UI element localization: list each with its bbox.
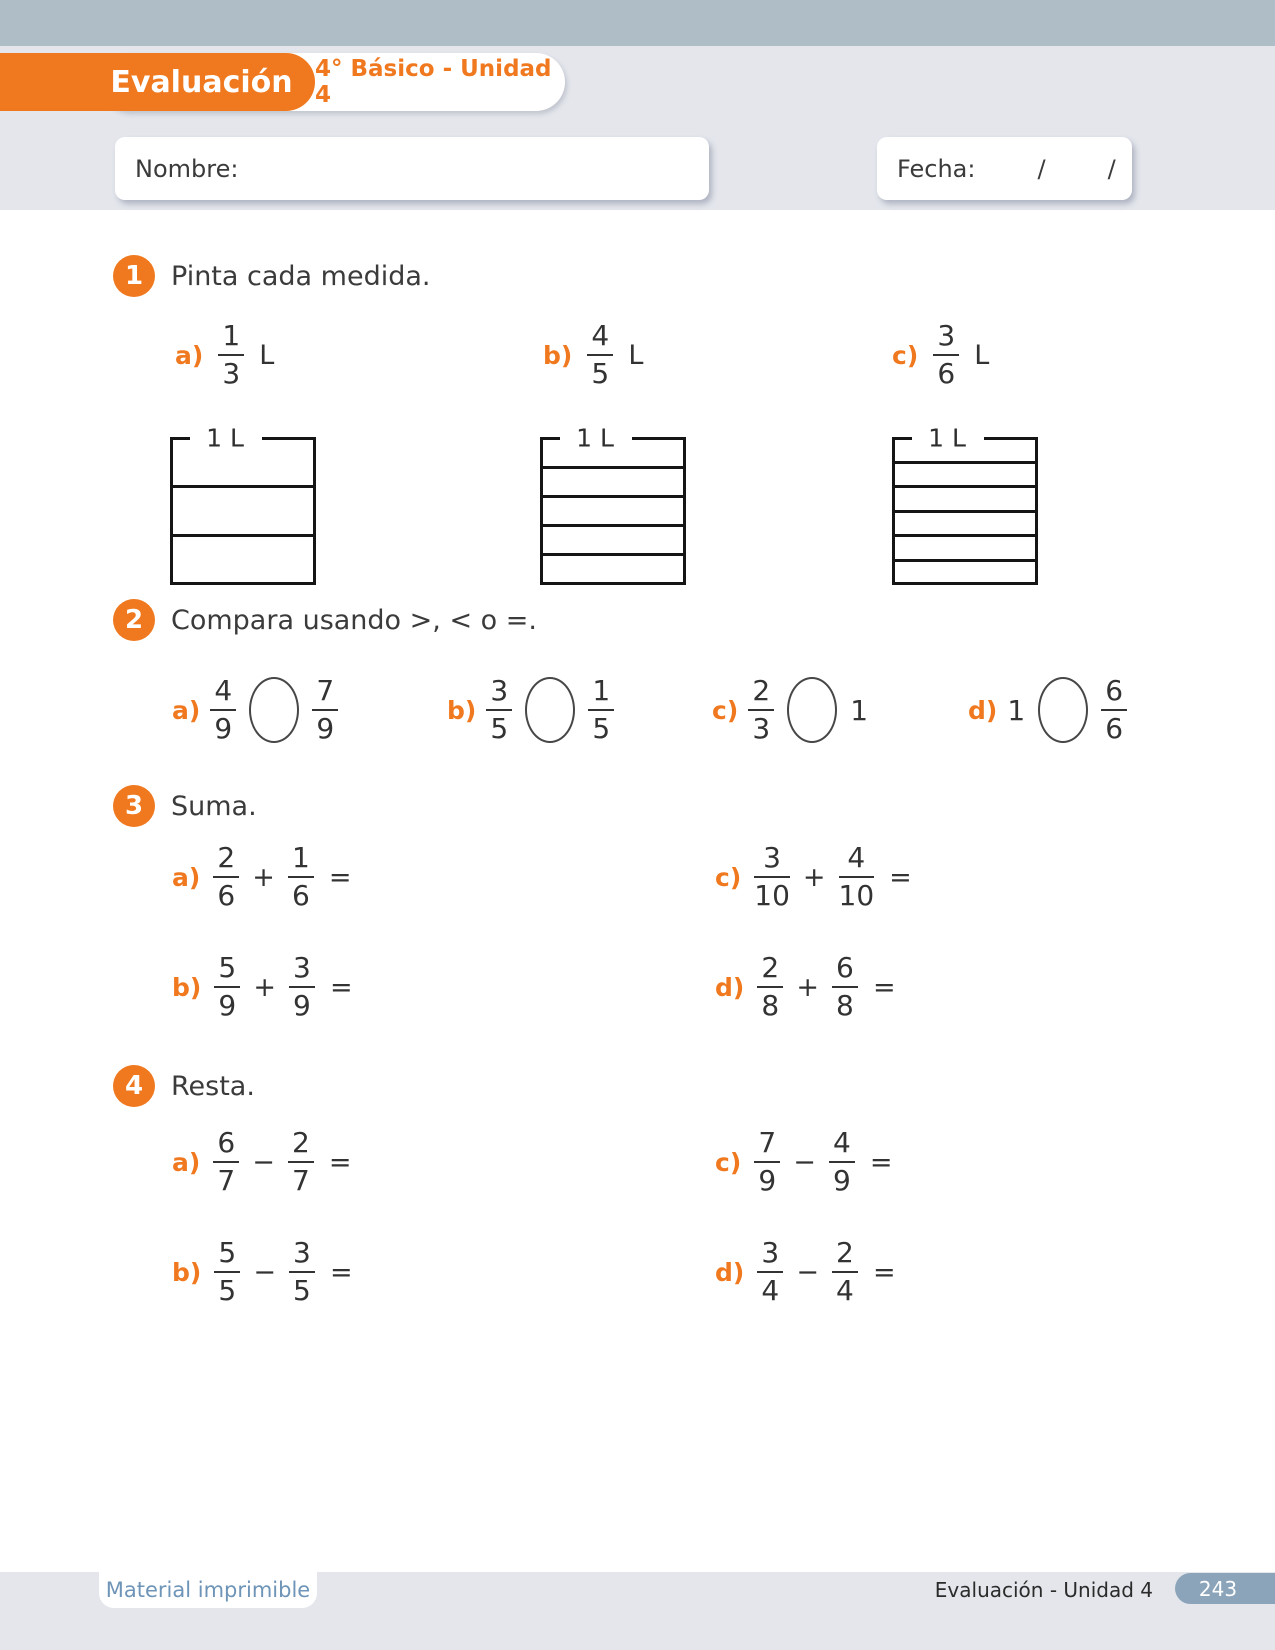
fraction-bar bbox=[832, 986, 858, 988]
container-division-line bbox=[892, 485, 1038, 488]
fraction bbox=[214, 1236, 240, 1307]
top-strip bbox=[0, 0, 1275, 46]
fraction-numerator: 4 bbox=[591, 319, 610, 352]
exercise-title: Compara usando >, < o =. bbox=[171, 604, 537, 636]
item-label: c) bbox=[715, 862, 742, 892]
whole-number: 1 bbox=[850, 693, 869, 727]
fraction-bar bbox=[832, 1271, 858, 1273]
container-top-line bbox=[632, 437, 686, 440]
container-division-line bbox=[540, 495, 686, 498]
fraction-denominator: 9 bbox=[758, 1164, 777, 1197]
fraction-denominator: 8 bbox=[761, 989, 780, 1022]
fraction-numerator: 4 bbox=[847, 841, 866, 874]
unit-label: L bbox=[628, 339, 644, 371]
date-slash: / bbox=[1107, 154, 1116, 183]
fraction-denominator: 9 bbox=[218, 989, 237, 1022]
sum-item-d bbox=[715, 952, 896, 1022]
minus-operator: − bbox=[253, 1256, 276, 1288]
subtract-item-d bbox=[715, 1237, 896, 1307]
compare-item-b bbox=[447, 675, 614, 745]
unit-subtitle: 4° Básico - Unidad 4 bbox=[315, 56, 552, 108]
fraction-denominator: 4 bbox=[836, 1274, 854, 1307]
fraction bbox=[312, 674, 338, 745]
container-division-line bbox=[540, 524, 686, 527]
fraction-bar bbox=[214, 986, 240, 988]
name-field[interactable] bbox=[115, 137, 709, 200]
fraction-denominator: 6 bbox=[1105, 712, 1124, 745]
equals-sign: = bbox=[872, 1256, 896, 1288]
exercise-number-badge: 1 bbox=[113, 255, 155, 297]
plus-operator: + bbox=[796, 971, 819, 1003]
container-division-line bbox=[892, 559, 1038, 562]
container-division-line bbox=[170, 534, 316, 537]
container-capacity-label: 1 L bbox=[928, 423, 966, 453]
exercise-number-badge: 2 bbox=[113, 599, 155, 641]
footer-caption: Evaluación - Unidad 4 bbox=[934, 1578, 1153, 1602]
fraction bbox=[289, 951, 315, 1022]
comparison-circle[interactable] bbox=[525, 677, 575, 743]
compare-item-c bbox=[712, 675, 868, 745]
fraction bbox=[210, 674, 236, 745]
subtract-item-c bbox=[715, 1127, 893, 1197]
fraction-bar bbox=[588, 709, 614, 711]
container-division-line bbox=[540, 553, 686, 556]
container-top-tick bbox=[892, 437, 912, 440]
fraction-bar bbox=[213, 1161, 239, 1163]
fraction-denominator: 6 bbox=[937, 357, 956, 390]
plus-operator: + bbox=[252, 861, 275, 893]
sum-item-a bbox=[172, 842, 352, 912]
measure-item-b bbox=[543, 318, 643, 392]
minus-operator: − bbox=[796, 1256, 819, 1288]
fraction-bar bbox=[218, 354, 244, 356]
name-label: Nombre: bbox=[135, 154, 239, 183]
measuring-container[interactable] bbox=[170, 423, 316, 585]
fraction bbox=[214, 951, 240, 1022]
item-label: d) bbox=[968, 695, 998, 725]
comparison-circle[interactable] bbox=[249, 677, 299, 743]
fraction-bar bbox=[213, 876, 239, 878]
fraction-denominator: 4 bbox=[761, 1274, 780, 1307]
container-division-line bbox=[892, 510, 1038, 513]
item-label: a) bbox=[172, 695, 201, 725]
fraction-numerator: 2 bbox=[836, 1236, 854, 1269]
container-division-line bbox=[892, 461, 1038, 464]
fraction-numerator: 6 bbox=[1105, 674, 1124, 707]
unit-label: L bbox=[974, 339, 990, 371]
minus-operator: − bbox=[793, 1146, 816, 1178]
sum-item-c bbox=[715, 842, 912, 912]
unit-label: L bbox=[259, 339, 275, 371]
item-label: a) bbox=[172, 1147, 201, 1177]
fraction-numerator: 4 bbox=[214, 674, 233, 707]
fraction bbox=[829, 1126, 855, 1197]
fraction-denominator: 7 bbox=[292, 1164, 310, 1197]
material-tab: Material imprimible bbox=[99, 1572, 317, 1608]
measure-item-a bbox=[175, 318, 274, 392]
fraction-numerator: 2 bbox=[217, 841, 236, 874]
fraction-bar bbox=[748, 709, 774, 711]
fraction bbox=[933, 319, 959, 390]
fraction-denominator: 3 bbox=[222, 357, 241, 390]
minus-operator: − bbox=[252, 1146, 275, 1178]
fraction-denominator: 6 bbox=[292, 879, 310, 912]
sum-item-b bbox=[172, 952, 353, 1022]
fraction bbox=[288, 1126, 314, 1197]
fraction-denominator: 9 bbox=[214, 712, 233, 745]
fraction-bar bbox=[757, 1271, 783, 1273]
fraction-denominator: 9 bbox=[316, 712, 335, 745]
exercise-2-header bbox=[113, 599, 537, 641]
fraction-numerator: 2 bbox=[292, 1126, 310, 1159]
item-label: a) bbox=[172, 862, 201, 892]
container-division-line bbox=[892, 534, 1038, 537]
fraction-denominator: 3 bbox=[752, 712, 771, 745]
subtract-item-a bbox=[172, 1127, 352, 1197]
fraction bbox=[486, 674, 512, 745]
fraction-numerator: 1 bbox=[592, 674, 611, 707]
measure-item-c bbox=[892, 318, 989, 392]
item-label: d) bbox=[715, 1257, 745, 1287]
date-field[interactable] bbox=[877, 137, 1132, 200]
fraction-numerator: 2 bbox=[761, 951, 780, 984]
fraction bbox=[289, 1236, 315, 1307]
fraction-denominator: 8 bbox=[836, 989, 854, 1022]
plus-operator: + bbox=[253, 971, 276, 1003]
equals-sign: = bbox=[329, 1256, 353, 1288]
comparison-circle[interactable] bbox=[787, 677, 837, 743]
compare-item-a bbox=[172, 675, 338, 745]
fraction-numerator: 5 bbox=[218, 1236, 237, 1269]
fraction-denominator: 10 bbox=[838, 879, 875, 912]
container-top-tick bbox=[540, 437, 560, 440]
container-capacity-label: 1 L bbox=[576, 423, 614, 453]
item-label: b) bbox=[172, 972, 202, 1002]
fraction-bar bbox=[486, 709, 512, 711]
fraction-numerator: 4 bbox=[832, 1126, 851, 1159]
exercise-4-header bbox=[113, 1065, 255, 1107]
container-top-tick bbox=[170, 437, 190, 440]
item-label: c) bbox=[712, 695, 739, 725]
fraction-denominator: 5 bbox=[218, 1274, 237, 1307]
container-top-line bbox=[984, 437, 1038, 440]
fraction-numerator: 6 bbox=[217, 1126, 236, 1159]
fraction-bar bbox=[288, 1161, 314, 1163]
plus-operator: + bbox=[802, 861, 826, 893]
fraction-bar bbox=[289, 1271, 315, 1273]
fraction bbox=[832, 951, 858, 1022]
fraction-numerator: 3 bbox=[293, 1236, 311, 1269]
container-top-line bbox=[262, 437, 316, 440]
exercise-number-badge: 3 bbox=[113, 785, 155, 827]
fraction bbox=[587, 319, 613, 390]
fraction-bar bbox=[757, 986, 783, 988]
fraction-denominator: 10 bbox=[754, 879, 790, 912]
fraction-denominator: 6 bbox=[217, 879, 236, 912]
fraction-bar bbox=[829, 1161, 855, 1163]
fraction bbox=[213, 1126, 239, 1197]
fraction-bar bbox=[312, 709, 338, 711]
item-label: c) bbox=[892, 340, 919, 370]
fraction bbox=[218, 319, 244, 390]
measuring-container[interactable] bbox=[540, 423, 686, 585]
fraction bbox=[754, 1126, 780, 1197]
fraction-numerator: 3 bbox=[937, 319, 956, 352]
equals-sign: = bbox=[872, 971, 896, 1003]
fraction-bar bbox=[210, 709, 236, 711]
item-label: b) bbox=[447, 695, 477, 725]
fraction bbox=[754, 841, 790, 912]
fraction-bar bbox=[1101, 709, 1127, 711]
fraction-numerator: 6 bbox=[836, 951, 854, 984]
fraction bbox=[588, 674, 614, 745]
page-number-badge: 243 bbox=[1175, 1573, 1275, 1604]
evaluation-badge: Evaluación bbox=[0, 53, 315, 111]
fraction-bar bbox=[754, 1161, 780, 1163]
fraction-numerator: 3 bbox=[293, 951, 311, 984]
fraction-bar bbox=[289, 986, 315, 988]
measuring-container[interactable] bbox=[892, 423, 1038, 585]
fraction-denominator: 5 bbox=[592, 712, 611, 745]
fraction-numerator: 7 bbox=[758, 1126, 777, 1159]
fraction-denominator: 5 bbox=[293, 1274, 311, 1307]
container-division-line bbox=[170, 485, 316, 488]
fraction-denominator: 5 bbox=[591, 357, 610, 390]
date-label: Fecha: bbox=[897, 154, 976, 183]
fraction-bar bbox=[839, 876, 875, 878]
equals-sign: = bbox=[329, 971, 353, 1003]
item-label: b) bbox=[543, 340, 573, 370]
fraction-denominator: 9 bbox=[832, 1164, 851, 1197]
item-label: a) bbox=[175, 340, 204, 370]
fraction-numerator: 2 bbox=[752, 674, 771, 707]
date-slash: / bbox=[1037, 154, 1046, 183]
equals-sign: = bbox=[869, 1146, 893, 1178]
fraction-numerator: 3 bbox=[761, 1236, 780, 1269]
fraction-numerator: 3 bbox=[490, 674, 509, 707]
compare-item-d bbox=[968, 675, 1127, 745]
container-division-line bbox=[540, 466, 686, 469]
item-label: d) bbox=[715, 972, 745, 1002]
fraction-denominator: 9 bbox=[293, 989, 311, 1022]
fraction-denominator: 5 bbox=[490, 712, 509, 745]
container-capacity-label: 1 L bbox=[206, 423, 244, 453]
fraction-bar bbox=[754, 876, 790, 878]
exercise-title: Suma. bbox=[171, 790, 257, 822]
fraction bbox=[748, 674, 774, 745]
equals-sign: = bbox=[328, 1146, 352, 1178]
fraction-bar bbox=[214, 1271, 240, 1273]
fraction-bar bbox=[587, 354, 613, 356]
item-label: b) bbox=[172, 1257, 202, 1287]
exercise-1-header bbox=[113, 255, 431, 297]
equals-sign: = bbox=[328, 861, 352, 893]
fraction bbox=[1101, 674, 1127, 745]
fraction-numerator: 1 bbox=[222, 319, 241, 352]
fraction bbox=[757, 1236, 783, 1307]
whole-number: 1 bbox=[1007, 693, 1026, 727]
fraction bbox=[838, 841, 875, 912]
fraction-numerator: 1 bbox=[292, 841, 310, 874]
exercise-3-header bbox=[113, 785, 257, 827]
exercise-number-badge: 4 bbox=[113, 1065, 155, 1107]
fraction-bar bbox=[288, 876, 314, 878]
fraction-numerator: 3 bbox=[763, 841, 781, 874]
equals-sign: = bbox=[889, 861, 912, 893]
fraction bbox=[757, 951, 783, 1022]
fraction bbox=[288, 841, 314, 912]
fraction-bar bbox=[933, 354, 959, 356]
fraction-denominator: 7 bbox=[217, 1164, 236, 1197]
exercise-title: Resta. bbox=[171, 1070, 255, 1102]
subtract-item-b bbox=[172, 1237, 353, 1307]
comparison-circle[interactable] bbox=[1038, 677, 1088, 743]
item-label: c) bbox=[715, 1147, 742, 1177]
fraction bbox=[213, 841, 239, 912]
fraction-numerator: 5 bbox=[218, 951, 237, 984]
exercise-title: Pinta cada medida. bbox=[171, 260, 431, 292]
fraction bbox=[832, 1236, 858, 1307]
fraction-numerator: 7 bbox=[316, 674, 335, 707]
